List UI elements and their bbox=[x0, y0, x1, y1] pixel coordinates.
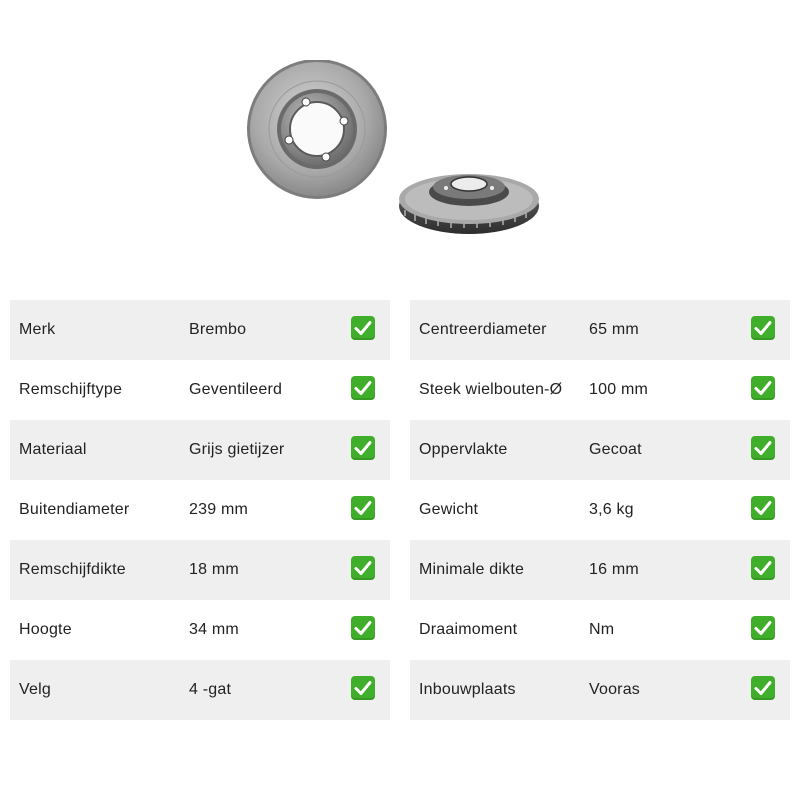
spec-label: Velg bbox=[19, 681, 51, 698]
check-mark-icon bbox=[751, 496, 775, 520]
spec-label: Buitendiameter bbox=[19, 501, 130, 518]
spec-value: 18 mm bbox=[189, 561, 239, 578]
spec-table-left bbox=[10, 300, 390, 720]
spec-value: Vooras bbox=[589, 681, 641, 698]
spec-row-buitendiameter bbox=[10, 480, 390, 540]
check-mark-icon bbox=[751, 376, 775, 400]
spec-row-minimale-dikte bbox=[410, 540, 790, 600]
brake-disc-icon bbox=[240, 60, 550, 235]
spec-label: Oppervlakte bbox=[419, 441, 508, 458]
check-mark-icon bbox=[351, 496, 375, 520]
spec-row-remschijfdikte bbox=[10, 540, 390, 600]
spec-row-inbouwplaats bbox=[410, 660, 790, 720]
spec-label: Gewicht bbox=[419, 501, 479, 518]
check-mark-icon bbox=[351, 556, 375, 580]
spec-label: Inbouwplaats bbox=[419, 681, 516, 698]
spec-value: 16 mm bbox=[589, 561, 639, 578]
check-mark-icon bbox=[351, 376, 375, 400]
check-mark-icon bbox=[751, 556, 775, 580]
spec-row-remschijftype bbox=[10, 360, 390, 420]
check-mark-icon bbox=[751, 436, 775, 460]
spec-label: Remschijftype bbox=[19, 381, 123, 398]
spec-label: Steek wielbouten-Ø bbox=[419, 381, 563, 398]
check-mark-icon bbox=[751, 616, 775, 640]
spec-label: Hoogte bbox=[19, 621, 72, 638]
spec-row-centreerdiameter bbox=[410, 300, 790, 360]
check-mark-icon bbox=[351, 316, 375, 340]
spec-label: Centreerdiameter bbox=[419, 321, 547, 338]
spec-value: 3,6 kg bbox=[589, 501, 634, 518]
product-image bbox=[240, 60, 550, 235]
spec-row-gewicht bbox=[410, 480, 790, 540]
check-mark-icon bbox=[751, 316, 775, 340]
spec-row-velg bbox=[10, 660, 390, 720]
check-mark-icon bbox=[351, 676, 375, 700]
spec-row-draaimoment bbox=[410, 600, 790, 660]
check-mark-icon bbox=[751, 676, 775, 700]
spec-label: Minimale dikte bbox=[419, 561, 525, 578]
check-mark-icon bbox=[351, 436, 375, 460]
spec-value: 239 mm bbox=[189, 501, 248, 518]
spec-label: Draaimoment bbox=[419, 621, 518, 638]
spec-value: 100 mm bbox=[589, 381, 648, 398]
spec-value: 34 mm bbox=[189, 621, 239, 638]
spec-value: 65 mm bbox=[589, 321, 639, 338]
check-mark-icon bbox=[351, 616, 375, 640]
brake-disc-front bbox=[247, 60, 387, 199]
spec-value: Gecoat bbox=[589, 441, 642, 458]
spec-value: Nm bbox=[589, 621, 615, 638]
spec-table-right bbox=[410, 300, 790, 720]
spec-row-oppervlakte bbox=[410, 420, 790, 480]
spec-row-steek-wielbouten bbox=[410, 360, 790, 420]
spec-row-materiaal bbox=[10, 420, 390, 480]
spec-label: Merk bbox=[19, 321, 56, 338]
spec-row-merk bbox=[10, 300, 390, 360]
spec-value: Brembo bbox=[189, 321, 247, 338]
spec-value: Geventileerd bbox=[189, 381, 283, 398]
spec-value: 4 -gat bbox=[189, 681, 232, 698]
spec-label: Materiaal bbox=[19, 441, 87, 458]
spec-value: Grijs gietijzer bbox=[189, 441, 285, 458]
spec-row-hoogte bbox=[10, 600, 390, 660]
spec-label: Remschijfdikte bbox=[19, 561, 126, 578]
brake-disc-side bbox=[399, 174, 539, 234]
